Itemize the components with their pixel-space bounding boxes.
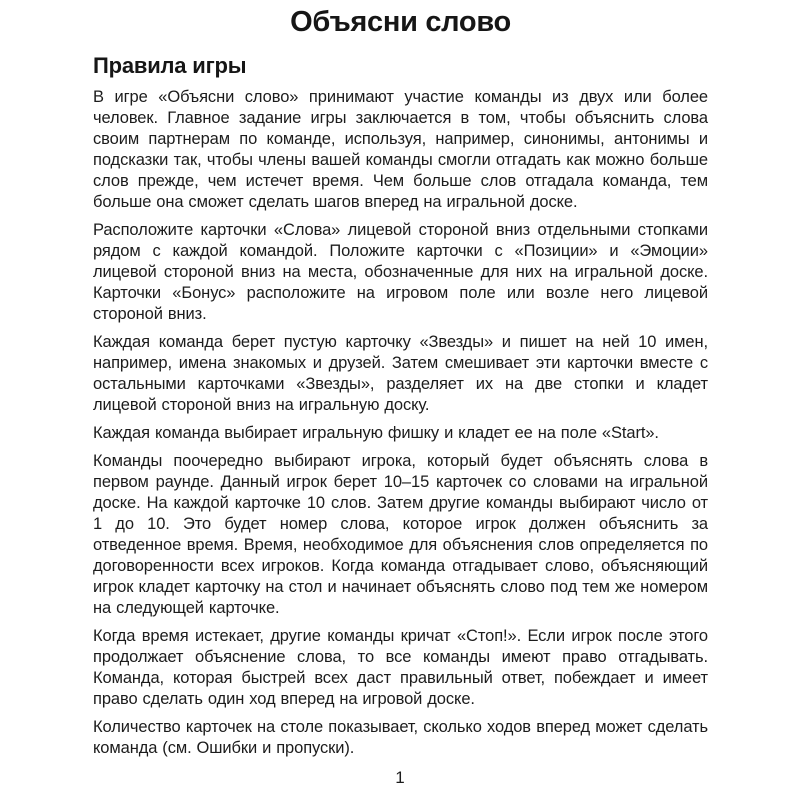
rules-paragraph-round-play: Команды поочередно выбирают игрока, который будет объяснять слова в первом раунде. Данный игрок берет 10–15 карточек со словами на игральной доске. На каждой карточке 10 слов. Затем другие команды выбирают число от 1 до 10. Это будет номер слова, которое игрок должен объяснить за отведенное время. Время, необходимое для объяснения слов определяется по договоренности всех игроков. Когда команда отгадывает слово, объясняющий игрок кладет карточку на стол и начинает объяснять слово под тем же номером на следующей карточке. <box>93 451 708 617</box>
page-title: Объясни слово <box>290 6 511 38</box>
rules-paragraph-card-setup: Расположите карточки «Слова» лицевой стороной вниз отдельными стопками рядом с каждой командой. Положите карточки с «Позиции» и «Эмоции» лицевой стороной вниз на места, обозначенные для них на игральной доске. Карточки «Бонус» расположите на игровом поле или возле него лицевой стороной вниз. <box>93 220 708 323</box>
rules-paragraph-start-field: Каждая команда выбирает игральную фишку и кладет ее на поле «Start». <box>93 423 659 442</box>
rules-paragraph-time-up: Когда время истекает, другие команды кричат «Стоп!». Если игрок после этого продолжает объяснение слова, то все команды имеют право отгадывать. Команда, которая быстрей всех даст правильный ответ, побеждает и имеет право сделать один ход вперед на игровой доске. <box>93 626 708 708</box>
page-content <box>93 6 708 766</box>
page-number: 1 <box>395 768 405 787</box>
section-heading: Правила игры <box>93 53 247 79</box>
rules-paragraph-card-count: Количество карточек на столе показывает, сколько ходов вперед может сделать команда (см. Ошибки и пропуски). <box>93 717 708 757</box>
rules-paragraph-stars-cards: Каждая команда берет пустую карточку «Звезды» и пишет на ней 10 имен, например, имена знакомых и друзей. Затем смешивает эти карточки вместе с остальными карточками «Звезды», разделяет их на две стопки и кладет лицевой стороной вниз на игральную доску. <box>93 332 708 414</box>
rules-paragraph-intro: В игре «Объясни слово» принимают участие команды из двух или более человек. Главное задание игры заключается в том, чтобы объяснить слова своим партнерам по команде, используя, например, синонимы, антонимы и подсказки так, чтобы члены вашей команды смогли отгадать как можно больше слов прежде, чем истечет время. Чем больше слов отгадала команда, тем больше она сможет сделать шагов вперед на игральной доске. <box>93 87 708 211</box>
